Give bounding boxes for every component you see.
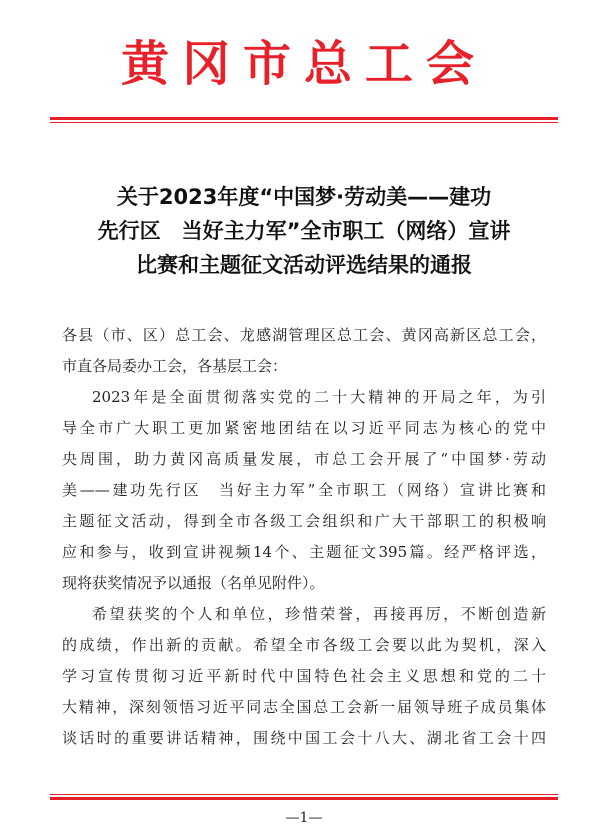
paragraph-line: 导全市广大职工更加紧密地团结在以习近平同志为核心的党中 bbox=[62, 419, 546, 437]
paragraph-line: 应和参与，收到宣讲视频14个、主题征文395篇。经严格评选， bbox=[62, 543, 546, 561]
paragraph-line: 谈话时的重要讲话精神，围绕中国工会十八大、湖北省工会十四 bbox=[62, 729, 546, 747]
paragraph-line: 希望获奖的个人和单位，珍惜荣誉，再接再厉，不断创造新 bbox=[92, 605, 546, 623]
paragraph-line: 2023年是全面贯彻落实党的二十大精神的开局之年，为引 bbox=[92, 388, 546, 406]
title-line: 比赛和主题征文活动评选结果的通报 bbox=[136, 253, 472, 277]
paragraph-line: 美——建功先行区 当好主力军”全市职工（网络）宣讲比赛和 bbox=[62, 481, 546, 499]
paragraph-line: 学习宣传贯彻习近平新时代中国特色社会主义思想和党的二十 bbox=[62, 667, 546, 685]
footer-red-rule bbox=[50, 797, 558, 800]
addressee-line: 市直各局委办工会，各基层工会： bbox=[62, 357, 288, 375]
letterhead-red-rule-thin bbox=[50, 122, 558, 123]
addressee-line: 各县（市、区）总工会、龙感湖管理区总工会、黄冈高新区总工会， bbox=[62, 326, 546, 344]
title-line: 先行区 当好主力军”全市职工（网络）宣讲 bbox=[97, 219, 511, 243]
letterhead-red-rule bbox=[50, 117, 558, 120]
letterhead-org-name: 黄冈市总工会 bbox=[120, 36, 487, 92]
page-number: —1— bbox=[285, 810, 323, 826]
paragraph-line: 大精神，深刻领悟习近平同志全国总工会新一届领导班子成员集体 bbox=[62, 698, 546, 716]
document-title bbox=[60, 180, 548, 282]
paragraph-line: 央周围，助力黄冈高质量发展，市总工会开展了“中国梦·劳动 bbox=[62, 450, 546, 468]
title-line: 关于2023年度“中国梦·劳动美——建功 bbox=[116, 185, 492, 209]
paragraph-line: 的成绩，作出新的贡献。希望全市各级工会要以此为契机，深入 bbox=[62, 636, 546, 654]
paragraph-line: 主题征文活动，得到全市各级工会组织和广大干部职工的积极响 bbox=[62, 512, 546, 530]
paragraph-line: 现将获奖情况予以通报（名单见附件）。 bbox=[62, 574, 325, 592]
footer-red-rule-thin bbox=[50, 794, 558, 795]
document-body bbox=[62, 320, 546, 754]
